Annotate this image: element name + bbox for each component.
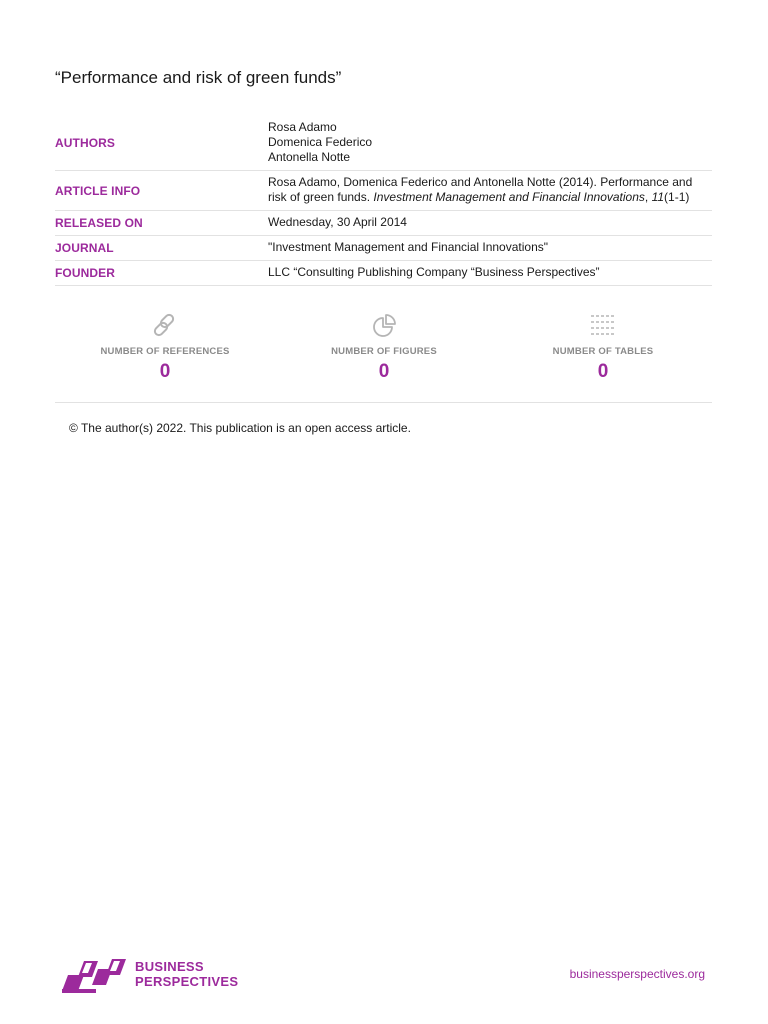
- citation-volume: 11: [651, 190, 665, 204]
- pie-chart-icon: [367, 308, 401, 342]
- logo-text: [135, 959, 238, 989]
- references-stat: [80, 308, 250, 383]
- citation-issue: (1-1): [664, 190, 690, 204]
- references-label: NUMBER OF REFERENCES: [100, 346, 230, 357]
- logo-line-perspectives: PERSPECTIVES: [135, 974, 239, 989]
- authors-label: AUTHORS: [55, 136, 116, 150]
- author-name: Antonella Notte: [268, 150, 351, 164]
- released-value: Wednesday, 30 April 2014: [268, 215, 407, 229]
- publisher-logo: [62, 955, 262, 995]
- references-count: 0: [159, 361, 171, 382]
- journal-value: "Investment Management and Financial Innovations": [268, 240, 549, 254]
- journal-label: JOURNAL: [55, 241, 114, 255]
- citation-journal: Investment Management and Financial Innovations: [373, 190, 645, 204]
- table-icon: [586, 308, 620, 342]
- article-info-row: [55, 171, 712, 211]
- author-name: Domenica Federico: [268, 135, 373, 149]
- released-row: [55, 211, 712, 236]
- journal-row: [55, 236, 712, 261]
- figures-count: 0: [378, 361, 390, 382]
- figures-stat: [299, 308, 469, 383]
- tables-stat: [518, 308, 688, 383]
- article-stats: [55, 308, 712, 403]
- citation-text: Rosa Adamo, Domenica Federico and Antonella Notte (2014). Performance and risk of green funds.: [268, 175, 693, 204]
- tables-label: NUMBER OF TABLES: [552, 346, 654, 357]
- logo-line-business: BUSINESS: [135, 959, 204, 974]
- business-perspectives-logo-icon: [62, 955, 130, 995]
- copyright-notice: © The author(s) 2022. This publication is an open access article.: [69, 421, 411, 435]
- article-info-value: [268, 171, 712, 210]
- released-label: RELEASED ON: [55, 216, 143, 230]
- founder-label: FOUNDER: [55, 266, 116, 280]
- page-title: “Performance and risk of green funds”: [55, 68, 342, 87]
- tables-count: 0: [597, 361, 609, 382]
- article-meta-table: [55, 116, 712, 286]
- author-name: Rosa Adamo: [268, 120, 337, 134]
- figures-label: NUMBER OF FIGURES: [331, 346, 437, 357]
- citation-separator: ,: [644, 190, 652, 204]
- link-icon: [148, 308, 182, 342]
- authors-value: [268, 116, 712, 170]
- website-link[interactable]: businessperspectives.org: [569, 967, 705, 981]
- article-info-label: ARTICLE INFO: [55, 183, 141, 198]
- authors-row: [55, 116, 712, 171]
- founder-row: [55, 261, 712, 286]
- founder-value: LLC “Consulting Publishing Company “Business Perspectives”: [268, 265, 600, 279]
